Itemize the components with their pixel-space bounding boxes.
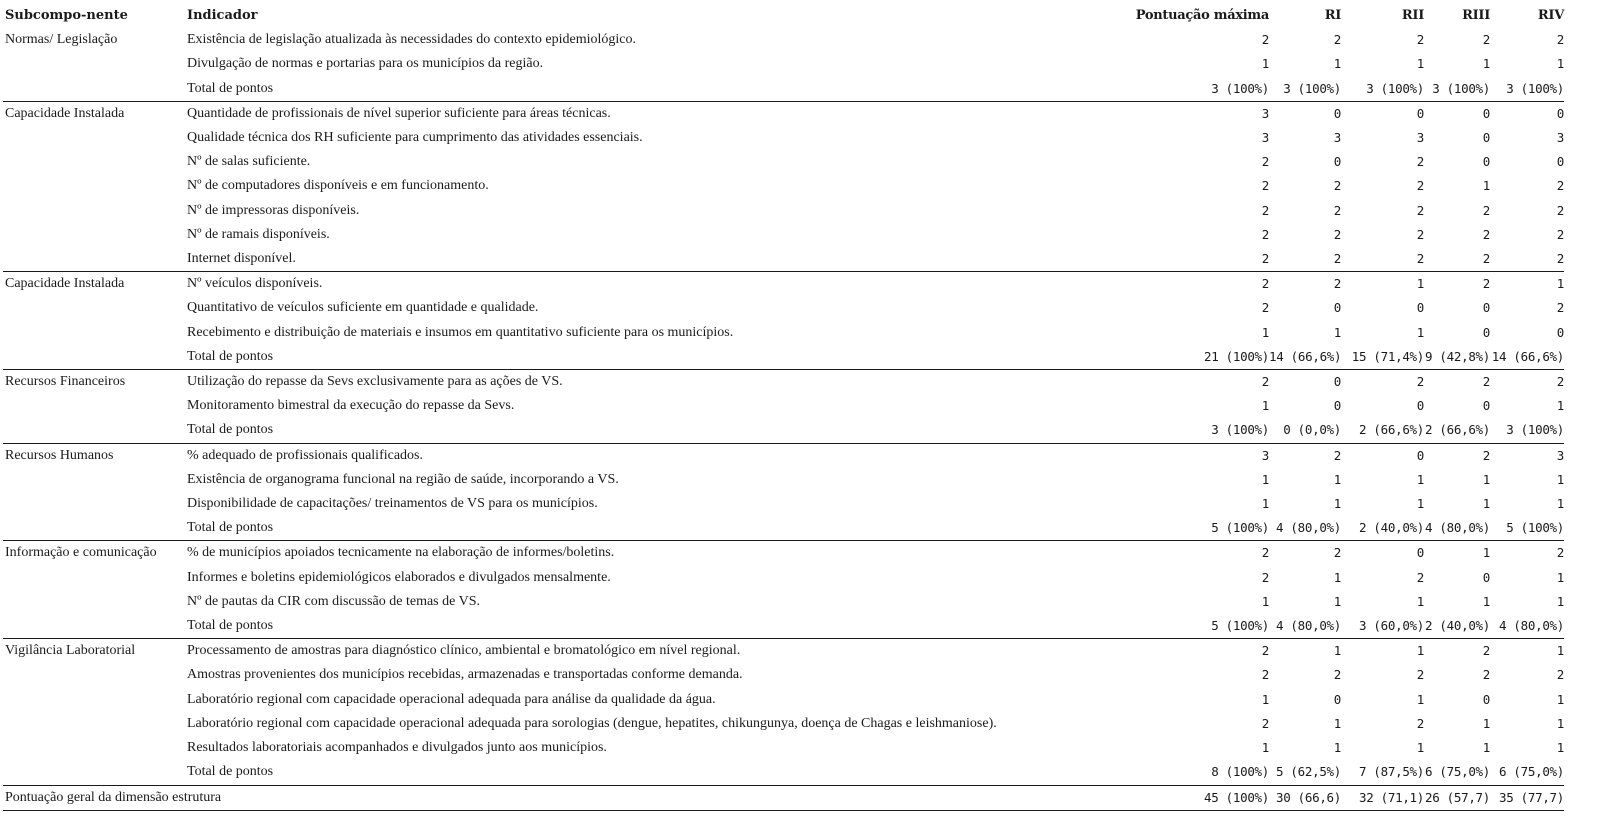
rii-cell: 3 (60,0%) bbox=[1358, 618, 1424, 634]
max-score-cell: 2 bbox=[1261, 202, 1269, 218]
general-ri-cell: 30 (66,6) bbox=[1269, 785, 1341, 810]
header-ri: RI bbox=[1324, 8, 1341, 23]
riii-cell: 1 bbox=[1482, 593, 1490, 609]
ri-cell: 1 bbox=[1333, 715, 1341, 731]
indicator-cell: Nº de pautas da CIR com discussão de temas de VS. bbox=[187, 593, 480, 609]
max-score-cell: 2 bbox=[1097, 370, 1269, 395]
ri-cell: 2 bbox=[1333, 32, 1341, 48]
table-row bbox=[3, 247, 1564, 272]
max-score-cell: 2 bbox=[1097, 541, 1269, 566]
indicator-cell: Processamento de amostras para diagnóstico clínico, ambiental e bromatológico em nível regional. bbox=[187, 639, 1097, 664]
rii-cell: 2 bbox=[1341, 370, 1424, 395]
total-row bbox=[3, 77, 1564, 102]
riii-cell: 6 (75,0%) bbox=[1424, 764, 1490, 780]
rii-cell: 1 bbox=[1416, 740, 1424, 756]
subcomponent-cell bbox=[3, 247, 187, 272]
rii-cell: 1 bbox=[1416, 56, 1424, 72]
ri-cell: 1 bbox=[1333, 56, 1341, 72]
table-row bbox=[3, 52, 1564, 76]
ri-cell: 1 bbox=[1269, 639, 1341, 664]
table-row bbox=[3, 370, 1564, 395]
table-body bbox=[3, 28, 1564, 810]
table-row bbox=[3, 712, 1564, 736]
riv-cell: 2 bbox=[1490, 370, 1564, 395]
riii-cell: 0 bbox=[1482, 154, 1490, 170]
table-row bbox=[3, 150, 1564, 174]
subcomponent-cell bbox=[3, 712, 187, 736]
max-score-cell: 2 bbox=[1261, 32, 1269, 48]
riv-cell: 1 bbox=[1556, 398, 1564, 414]
max-score-cell: 2 bbox=[1261, 154, 1269, 170]
max-score-cell: 2 bbox=[1261, 300, 1269, 316]
riv-cell: 1 bbox=[1556, 471, 1564, 487]
indicator-cell: Laboratório regional com capacidade operacional adequada para sorologias (dengue, hepatites, chikungunya, doença de Chagas e leishmaniose). bbox=[187, 715, 997, 731]
ri-cell: 0 (0,0%) bbox=[1283, 422, 1341, 438]
subcomponent-cell bbox=[3, 345, 187, 370]
general-max-score-cell: 45 (100%) bbox=[1097, 785, 1269, 810]
riv-cell: 5 (100%) bbox=[1506, 520, 1564, 536]
rii-cell: 2 (66,6%) bbox=[1358, 422, 1424, 438]
rii-cell: 2 bbox=[1416, 154, 1424, 170]
subcomponent-cell bbox=[3, 663, 187, 687]
riii-cell: 1 bbox=[1482, 740, 1490, 756]
rii-cell: 7 (87,5%) bbox=[1358, 764, 1424, 780]
max-score-cell: 2 bbox=[1261, 569, 1269, 585]
ri-cell: 3 bbox=[1333, 130, 1341, 146]
general-riv-cell: 35 (77,7) bbox=[1490, 785, 1564, 810]
riv-cell: 1 bbox=[1556, 740, 1564, 756]
riii-cell: 0 bbox=[1482, 130, 1490, 146]
structure-dimension-table bbox=[3, 4, 1564, 811]
max-score-cell: 2 bbox=[1261, 226, 1269, 242]
rii-cell: 2 bbox=[1416, 178, 1424, 194]
ri-cell: 0 bbox=[1269, 370, 1341, 395]
rii-cell: 0 bbox=[1416, 300, 1424, 316]
riv-cell: 3 (100%) bbox=[1506, 80, 1564, 96]
indicator-cell: Qualidade técnica dos RH suficiente para cumprimento das atividades essenciais. bbox=[187, 130, 643, 146]
rii-cell: 2 (40,0%) bbox=[1358, 520, 1424, 536]
table-row bbox=[3, 321, 1564, 345]
indicator-cell: Total de pontos bbox=[187, 422, 274, 438]
table-row bbox=[3, 443, 1564, 468]
total-row bbox=[3, 345, 1564, 370]
subcomponent-cell bbox=[3, 199, 187, 223]
rii-cell: 0 bbox=[1341, 101, 1424, 126]
table-row bbox=[3, 492, 1564, 516]
rii-cell: 3 (100%) bbox=[1366, 80, 1424, 96]
table-row bbox=[3, 272, 1564, 297]
riii-cell: 3 (100%) bbox=[1432, 80, 1490, 96]
ri-cell: 4 (80,0%) bbox=[1275, 618, 1341, 634]
rii-cell: 3 bbox=[1416, 130, 1424, 146]
rii-cell: 1 bbox=[1416, 691, 1424, 707]
general-score-label: Pontuação geral da dimensão estrutura bbox=[3, 785, 1097, 810]
general-rii-cell: 32 (71,1) bbox=[1341, 785, 1424, 810]
ri-cell: 2 bbox=[1333, 202, 1341, 218]
general-score-row bbox=[3, 785, 1564, 810]
max-score-cell: 2 bbox=[1261, 178, 1269, 194]
max-score-cell: 1 bbox=[1261, 398, 1269, 414]
riv-cell: 3 (100%) bbox=[1506, 422, 1564, 438]
riii-cell: 2 (40,0%) bbox=[1424, 618, 1490, 634]
indicator-cell: Informes e boletins epidemiológicos elaborados e divulgados mensalmente. bbox=[187, 569, 611, 585]
riii-cell: 0 bbox=[1482, 691, 1490, 707]
riii-cell: 2 bbox=[1482, 202, 1490, 218]
rii-cell: 2 bbox=[1416, 32, 1424, 48]
max-score-cell: 2 bbox=[1097, 272, 1269, 297]
riii-cell: 0 bbox=[1424, 101, 1490, 126]
table-row bbox=[3, 28, 1564, 52]
max-score-cell: 3 bbox=[1097, 443, 1269, 468]
indicator-cell: Total de pontos bbox=[187, 764, 274, 780]
max-score-cell: 5 (100%) bbox=[1211, 618, 1269, 634]
rii-cell: 1 bbox=[1416, 593, 1424, 609]
subcomponent-cell bbox=[3, 566, 187, 590]
subcomponent-cell bbox=[3, 760, 187, 785]
ri-cell: 1 bbox=[1333, 471, 1341, 487]
riv-cell: 2 bbox=[1490, 541, 1564, 566]
max-score-cell: 3 (100%) bbox=[1211, 422, 1269, 438]
subcomponent-cell bbox=[3, 394, 187, 418]
subcomponent-cell: Vigilância Laboratorial bbox=[3, 639, 187, 664]
riv-cell: 1 bbox=[1556, 715, 1564, 731]
table-row bbox=[3, 223, 1564, 247]
riv-cell: 2 bbox=[1556, 226, 1564, 242]
rii-cell: 2 bbox=[1416, 569, 1424, 585]
indicator-cell: Nº de impressoras disponíveis. bbox=[187, 202, 360, 218]
riv-cell: 2 bbox=[1556, 300, 1564, 316]
max-score-cell: 2 bbox=[1097, 639, 1269, 664]
max-score-cell: 1 bbox=[1261, 496, 1269, 512]
indicator-cell: Resultados laboratoriais acompanhados e divulgados junto aos municípios. bbox=[187, 740, 607, 756]
rii-cell: 1 bbox=[1416, 496, 1424, 512]
table-row bbox=[3, 199, 1564, 223]
max-score-cell: 5 (100%) bbox=[1211, 520, 1269, 536]
riii-cell: 2 bbox=[1424, 639, 1490, 664]
riii-cell: 0 bbox=[1482, 569, 1490, 585]
riv-cell: 3 bbox=[1556, 130, 1564, 146]
ri-cell: 5 (62,5%) bbox=[1275, 764, 1341, 780]
ri-cell: 4 (80,0%) bbox=[1275, 520, 1341, 536]
table-row bbox=[3, 126, 1564, 150]
table-row bbox=[3, 394, 1564, 418]
subcomponent-cell: Recursos Humanos bbox=[3, 443, 187, 468]
header-indicator: Indicador bbox=[187, 8, 258, 23]
indicator-cell: Total de pontos bbox=[187, 520, 274, 536]
riii-cell: 2 bbox=[1482, 667, 1490, 683]
table-row bbox=[3, 296, 1564, 320]
subcomponent-cell bbox=[3, 126, 187, 150]
riv-cell: 1 bbox=[1490, 272, 1564, 297]
riii-cell: 0 bbox=[1482, 300, 1490, 316]
max-score-cell: 2 bbox=[1261, 715, 1269, 731]
indicator-cell: Quantitativo de veículos suficiente em quantidade e qualidade. bbox=[187, 300, 539, 316]
riii-cell: 4 (80,0%) bbox=[1424, 520, 1490, 536]
indicator-cell: % de municípios apoiados tecnicamente na elaboração de informes/boletins. bbox=[187, 541, 1097, 566]
indicator-cell: Nº veículos disponíveis. bbox=[187, 272, 1097, 297]
rii-cell: 2 bbox=[1416, 226, 1424, 242]
riv-cell: 1 bbox=[1556, 496, 1564, 512]
riv-cell: 1 bbox=[1556, 691, 1564, 707]
ri-cell: 2 bbox=[1333, 178, 1341, 194]
riii-cell: 1 bbox=[1482, 178, 1490, 194]
subcomponent-cell bbox=[3, 418, 187, 443]
riv-cell: 4 (80,0%) bbox=[1498, 618, 1564, 634]
ri-cell: 2 bbox=[1333, 667, 1341, 683]
indicator-cell: Recebimento e distribuição de materiais e insumos em quantitativo suficiente para os municípios. bbox=[187, 324, 734, 340]
subcomponent-cell bbox=[3, 174, 187, 198]
ri-cell: 1 bbox=[1333, 324, 1341, 340]
rii-cell: 2 bbox=[1416, 667, 1424, 683]
header-riv: RIV bbox=[1537, 8, 1564, 23]
indicator-cell: Nº de ramais disponíveis. bbox=[187, 226, 330, 242]
indicator-cell: Quantidade de profissionais de nível superior suficiente para áreas técnicas. bbox=[187, 101, 1097, 126]
ri-cell: 2 bbox=[1269, 272, 1341, 297]
max-score-cell: 1 bbox=[1261, 593, 1269, 609]
rii-cell: 2 bbox=[1416, 202, 1424, 218]
rii-cell: 2 bbox=[1416, 251, 1424, 267]
riv-cell: 2 bbox=[1556, 667, 1564, 683]
riii-cell: 1 bbox=[1482, 471, 1490, 487]
riv-cell: 1 bbox=[1490, 639, 1564, 664]
table-row bbox=[3, 468, 1564, 492]
max-score-cell: 8 (100%) bbox=[1211, 764, 1269, 780]
subcomponent-cell: Capacidade Instalada bbox=[3, 101, 187, 126]
ri-cell: 1 bbox=[1333, 593, 1341, 609]
max-score-cell: 1 bbox=[1261, 56, 1269, 72]
riv-cell: 0 bbox=[1556, 324, 1564, 340]
total-row bbox=[3, 516, 1564, 541]
max-score-cell: 3 bbox=[1261, 130, 1269, 146]
subcomponent-cell bbox=[3, 590, 187, 614]
subcomponent-cell bbox=[3, 321, 187, 345]
subcomponent-cell bbox=[3, 492, 187, 516]
riv-cell: 2 bbox=[1556, 202, 1564, 218]
riii-cell: 2 bbox=[1424, 272, 1490, 297]
riv-cell: 1 bbox=[1556, 569, 1564, 585]
rii-cell: 1 bbox=[1416, 324, 1424, 340]
subcomponent-cell bbox=[3, 52, 187, 76]
indicator-cell: Existência de legislação atualizada às necessidades do contexto epidemiológico. bbox=[187, 32, 636, 48]
table-row bbox=[3, 101, 1564, 126]
indicator-cell: Existência de organograma funcional na região de saúde, incorporando a VS. bbox=[187, 471, 619, 487]
indicator-cell: Nº de computadores disponíveis e em funcionamento. bbox=[187, 178, 489, 194]
indicator-cell: Internet disponível. bbox=[187, 251, 296, 267]
subcomponent-cell bbox=[3, 468, 187, 492]
subcomponent-cell bbox=[3, 688, 187, 712]
indicator-cell: Total de pontos bbox=[187, 348, 274, 364]
riii-cell: 1 bbox=[1482, 56, 1490, 72]
subcomponent-cell bbox=[3, 614, 187, 639]
header-rii: RII bbox=[1401, 8, 1424, 23]
indicator-cell: Amostras provenientes dos municípios recebidas, armazenadas e transportadas conforme demanda. bbox=[187, 667, 743, 683]
riv-cell: 14 (66,6%) bbox=[1491, 348, 1564, 364]
table-row bbox=[3, 663, 1564, 687]
table-row bbox=[3, 688, 1564, 712]
riii-cell: 1 bbox=[1424, 541, 1490, 566]
indicator-cell: Divulgação de normas e portarias para os municípios da região. bbox=[187, 56, 544, 72]
riv-cell: 2 bbox=[1556, 251, 1564, 267]
subcomponent-cell: Informação e comunicação bbox=[3, 541, 187, 566]
riv-cell: 6 (75,0%) bbox=[1498, 764, 1564, 780]
riii-cell: 1 bbox=[1482, 496, 1490, 512]
max-score-cell: 1 bbox=[1261, 471, 1269, 487]
rii-cell: 0 bbox=[1416, 398, 1424, 414]
riii-cell: 0 bbox=[1482, 398, 1490, 414]
header-riii: RIII bbox=[1462, 8, 1490, 23]
max-score-cell: 3 bbox=[1097, 101, 1269, 126]
ri-cell: 1 bbox=[1333, 740, 1341, 756]
total-row bbox=[3, 418, 1564, 443]
ri-cell: 1 bbox=[1333, 496, 1341, 512]
riii-cell: 2 bbox=[1424, 370, 1490, 395]
riii-cell: 1 bbox=[1482, 715, 1490, 731]
riii-cell: 2 (66,6%) bbox=[1424, 422, 1490, 438]
subcomponent-cell: Recursos Financeiros bbox=[3, 370, 187, 395]
ri-cell: 14 (66,6%) bbox=[1269, 348, 1342, 364]
indicator-cell: % adequado de profissionais qualificados. bbox=[187, 443, 1097, 468]
ri-cell: 2 bbox=[1333, 251, 1341, 267]
max-score-cell: 2 bbox=[1261, 251, 1269, 267]
riv-cell: 0 bbox=[1556, 154, 1564, 170]
header-row bbox=[3, 4, 1564, 28]
subcomponent-cell bbox=[3, 77, 187, 102]
header-max-score: Pontuação máxima bbox=[1135, 8, 1269, 23]
table-row bbox=[3, 736, 1564, 760]
riii-cell: 2 bbox=[1482, 32, 1490, 48]
table-row bbox=[3, 566, 1564, 590]
indicator-cell: Laboratório regional com capacidade operacional adequada para análise da qualidade da água. bbox=[187, 691, 716, 707]
rii-cell: 0 bbox=[1341, 541, 1424, 566]
rii-cell: 1 bbox=[1341, 272, 1424, 297]
ri-cell: 0 bbox=[1333, 154, 1341, 170]
ri-cell: 0 bbox=[1333, 398, 1341, 414]
max-score-cell: 2 bbox=[1261, 667, 1269, 683]
indicator-cell: Utilização do repasse da Sevs exclusivamente para as ações de VS. bbox=[187, 370, 1097, 395]
table-row bbox=[3, 174, 1564, 198]
riv-cell: 1 bbox=[1556, 593, 1564, 609]
rii-cell: 0 bbox=[1341, 443, 1424, 468]
max-score-cell: 1 bbox=[1261, 324, 1269, 340]
riii-cell: 2 bbox=[1482, 226, 1490, 242]
subcomponent-cell bbox=[3, 150, 187, 174]
total-row bbox=[3, 614, 1564, 639]
rii-cell: 15 (71,4%) bbox=[1351, 348, 1424, 364]
riii-cell: 0 bbox=[1482, 324, 1490, 340]
riii-cell: 2 bbox=[1482, 251, 1490, 267]
subcomponent-cell bbox=[3, 223, 187, 247]
total-row bbox=[3, 760, 1564, 785]
riii-cell: 2 bbox=[1424, 443, 1490, 468]
ri-cell: 3 (100%) bbox=[1283, 80, 1341, 96]
max-score-cell: 3 (100%) bbox=[1211, 80, 1269, 96]
table-row bbox=[3, 639, 1564, 664]
riv-cell: 2 bbox=[1556, 178, 1564, 194]
indicator-cell: Disponibilidade de capacitações/ treinamentos de VS para os municípios. bbox=[187, 496, 598, 512]
max-score-cell: 1 bbox=[1261, 691, 1269, 707]
subcomponent-cell bbox=[3, 516, 187, 541]
ri-cell: 2 bbox=[1269, 443, 1341, 468]
rii-cell: 1 bbox=[1341, 639, 1424, 664]
ri-cell: 2 bbox=[1269, 541, 1341, 566]
ri-cell: 0 bbox=[1333, 300, 1341, 316]
max-score-cell: 21 (100%) bbox=[1203, 348, 1269, 364]
ri-cell: 1 bbox=[1333, 569, 1341, 585]
table-row bbox=[3, 590, 1564, 614]
subcomponent-cell: Capacidade Instalada bbox=[3, 272, 187, 297]
ri-cell: 0 bbox=[1333, 691, 1341, 707]
table-row bbox=[3, 541, 1564, 566]
max-score-cell: 1 bbox=[1261, 740, 1269, 756]
ri-cell: 0 bbox=[1269, 101, 1341, 126]
rii-cell: 1 bbox=[1416, 471, 1424, 487]
riii-cell: 9 (42,8%) bbox=[1424, 348, 1490, 364]
subcomponent-cell bbox=[3, 296, 187, 320]
riv-cell: 1 bbox=[1556, 56, 1564, 72]
header-subcomponent: Subcompo-nente bbox=[5, 8, 128, 23]
indicator-cell: Total de pontos bbox=[187, 80, 274, 96]
riv-cell: 2 bbox=[1556, 32, 1564, 48]
subcomponent-cell bbox=[3, 736, 187, 760]
riv-cell: 0 bbox=[1490, 101, 1564, 126]
riv-cell: 3 bbox=[1490, 443, 1564, 468]
subcomponent-cell: Normas/ Legislação bbox=[5, 32, 118, 48]
indicator-cell: Monitoramento bimestral da execução do repasse da Sevs. bbox=[187, 398, 515, 414]
indicator-cell: Total de pontos bbox=[187, 618, 274, 634]
indicator-cell: Nº de salas suficiente. bbox=[187, 154, 311, 170]
rii-cell: 2 bbox=[1416, 715, 1424, 731]
general-riii-cell: 26 (57,7) bbox=[1424, 785, 1490, 810]
ri-cell: 2 bbox=[1333, 226, 1341, 242]
